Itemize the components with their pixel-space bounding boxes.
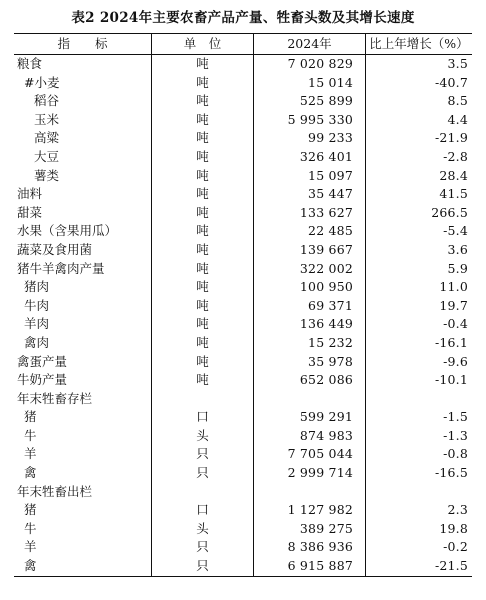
table-row <box>14 483 472 502</box>
row-value: 15 097 <box>254 167 366 186</box>
table-row <box>14 297 472 316</box>
row-unit: 头 <box>152 427 254 446</box>
row-name: 大豆 <box>14 148 152 167</box>
table-row <box>14 55 472 74</box>
row-unit: 吨 <box>152 334 254 353</box>
data-table <box>14 33 472 577</box>
table-body <box>14 55 472 576</box>
row-growth: -21.5 <box>434 558 468 574</box>
row-value: 99 233 <box>254 129 366 148</box>
row-unit: 吨 <box>152 148 254 167</box>
row-name: 禽蛋产量 <box>14 353 152 372</box>
row-name: 猪牛羊禽肉产量 <box>14 260 152 279</box>
row-growth: -1.5 <box>443 409 468 425</box>
row-unit: 头 <box>152 520 254 539</box>
row-value: 389 275 <box>254 520 366 539</box>
table-row <box>14 111 472 130</box>
row-unit: 只 <box>152 557 254 576</box>
table-row <box>14 185 472 204</box>
row-value: 1 127 982 <box>254 501 366 520</box>
row-growth: -5.4 <box>443 223 468 239</box>
row-unit: 只 <box>152 538 254 557</box>
row-name: 牛 <box>14 427 152 446</box>
row-name: 水果（含果用瓜） <box>14 222 152 241</box>
row-growth: 19.7 <box>439 297 468 313</box>
row-unit: 吨 <box>152 167 254 186</box>
table-row <box>14 241 472 260</box>
row-name: 禽 <box>14 464 152 483</box>
row-name: 猪 <box>14 408 152 427</box>
table-row <box>14 74 472 93</box>
row-growth: 4.4 <box>447 111 468 127</box>
row-name: #小麦 <box>14 74 152 93</box>
table-row <box>14 520 472 539</box>
row-growth: -10.1 <box>434 372 468 388</box>
row-unit: 吨 <box>152 260 254 279</box>
row-unit: 吨 <box>152 297 254 316</box>
row-name: 牛奶产量 <box>14 371 152 390</box>
row-growth: -16.5 <box>434 465 468 481</box>
row-unit: 吨 <box>152 204 254 223</box>
row-name: 羊 <box>14 445 152 464</box>
row-unit: 吨 <box>152 241 254 260</box>
table-row <box>14 129 472 148</box>
row-unit: 吨 <box>152 222 254 241</box>
row-name: 猪 <box>14 501 152 520</box>
table-row <box>14 278 472 297</box>
row-unit: 吨 <box>152 315 254 334</box>
row-name: 年末牲畜存栏 <box>14 390 152 409</box>
row-value: 35 978 <box>254 353 366 372</box>
row-value: 136 449 <box>254 315 366 334</box>
row-unit: 口 <box>152 501 254 520</box>
row-growth <box>366 390 472 409</box>
row-value: 133 627 <box>254 204 366 223</box>
row-growth: 2.3 <box>447 502 468 518</box>
table-header-row <box>14 34 472 55</box>
table-row <box>14 315 472 334</box>
row-growth: -0.4 <box>443 316 468 332</box>
row-value: 69 371 <box>254 297 366 316</box>
row-growth: 8.5 <box>447 93 468 109</box>
row-name: 牛 <box>14 520 152 539</box>
row-name: 薯类 <box>14 167 152 186</box>
table-row <box>14 204 472 223</box>
row-name: 猪肉 <box>14 278 152 297</box>
row-value: 6 915 887 <box>254 557 366 576</box>
row-name: 蔬菜及食用菌 <box>14 241 152 260</box>
table-row <box>14 408 472 427</box>
row-growth: 41.5 <box>439 186 468 202</box>
header-unit: 单 位 <box>152 34 254 54</box>
row-value: 22 485 <box>254 222 366 241</box>
table-row <box>14 501 472 520</box>
header-indicator: 指 标 <box>14 34 152 54</box>
row-growth: 3.6 <box>447 241 468 257</box>
row-unit: 吨 <box>152 278 254 297</box>
row-unit: 口 <box>152 408 254 427</box>
row-name: 禽肉 <box>14 334 152 353</box>
table-row <box>14 222 472 241</box>
row-unit <box>152 483 254 502</box>
row-value: 322 002 <box>254 260 366 279</box>
row-value <box>254 483 366 502</box>
row-growth: -2.8 <box>443 148 468 164</box>
row-value: 35 447 <box>254 185 366 204</box>
table-row <box>14 167 472 186</box>
header-year: 2024年 <box>254 34 366 54</box>
row-value: 100 950 <box>254 278 366 297</box>
row-name: 粮食 <box>14 55 152 74</box>
row-unit <box>152 390 254 409</box>
table-row <box>14 334 472 353</box>
row-unit: 吨 <box>152 92 254 111</box>
table-row <box>14 464 472 483</box>
row-growth: 19.8 <box>439 520 468 536</box>
row-growth: 3.5 <box>447 56 468 71</box>
row-unit: 吨 <box>152 111 254 130</box>
row-unit: 吨 <box>152 371 254 390</box>
row-value: 874 983 <box>254 427 366 446</box>
row-value: 599 291 <box>254 408 366 427</box>
row-growth: -21.9 <box>434 130 468 146</box>
row-name: 稻谷 <box>14 92 152 111</box>
table-row <box>14 557 472 576</box>
row-value: 525 899 <box>254 92 366 111</box>
table-row <box>14 445 472 464</box>
row-name: 羊肉 <box>14 315 152 334</box>
row-name: 年末牲畜出栏 <box>14 483 152 502</box>
table-row <box>14 92 472 111</box>
table-row <box>14 390 472 409</box>
row-growth: -16.1 <box>434 334 468 350</box>
row-name: 禽 <box>14 557 152 576</box>
table-row <box>14 371 472 390</box>
row-name: 羊 <box>14 538 152 557</box>
row-growth: -40.7 <box>434 74 468 90</box>
row-value: 15 014 <box>254 74 366 93</box>
row-growth <box>366 483 472 502</box>
row-unit: 只 <box>152 464 254 483</box>
row-growth: -0.2 <box>443 539 468 555</box>
row-value <box>254 390 366 409</box>
table-row <box>14 260 472 279</box>
row-growth: 11.0 <box>439 279 468 295</box>
row-unit: 吨 <box>152 353 254 372</box>
row-value: 2 999 714 <box>254 464 366 483</box>
table-title: 表2 2024年主要农畜产品产量、牲畜头数及其增长速度 <box>71 10 415 26</box>
row-value: 652 086 <box>254 371 366 390</box>
row-value: 326 401 <box>254 148 366 167</box>
row-growth: -0.8 <box>443 446 468 462</box>
row-growth: 5.9 <box>447 260 468 276</box>
row-name: 甜菜 <box>14 204 152 223</box>
row-value: 5 995 330 <box>254 111 366 130</box>
row-name: 油料 <box>14 185 152 204</box>
header-growth: 比上年增长（%） <box>369 36 469 51</box>
row-unit: 吨 <box>152 185 254 204</box>
row-value: 15 232 <box>254 334 366 353</box>
row-unit: 吨 <box>152 55 254 74</box>
row-growth: 266.5 <box>431 204 468 220</box>
table-row <box>14 353 472 372</box>
row-growth: 28.4 <box>439 167 468 183</box>
table-row <box>14 538 472 557</box>
row-growth: -1.3 <box>443 427 468 443</box>
row-value: 139 667 <box>254 241 366 260</box>
table-row <box>14 148 472 167</box>
row-unit: 吨 <box>152 74 254 93</box>
row-unit: 只 <box>152 445 254 464</box>
row-growth: -9.6 <box>443 353 468 369</box>
row-unit: 吨 <box>152 129 254 148</box>
row-value: 7 705 044 <box>254 445 366 464</box>
row-value: 7 020 829 <box>254 55 366 74</box>
row-name: 玉米 <box>14 111 152 130</box>
table-row <box>14 427 472 446</box>
row-name: 牛肉 <box>14 297 152 316</box>
row-value: 8 386 936 <box>254 538 366 557</box>
row-name: 高粱 <box>14 129 152 148</box>
